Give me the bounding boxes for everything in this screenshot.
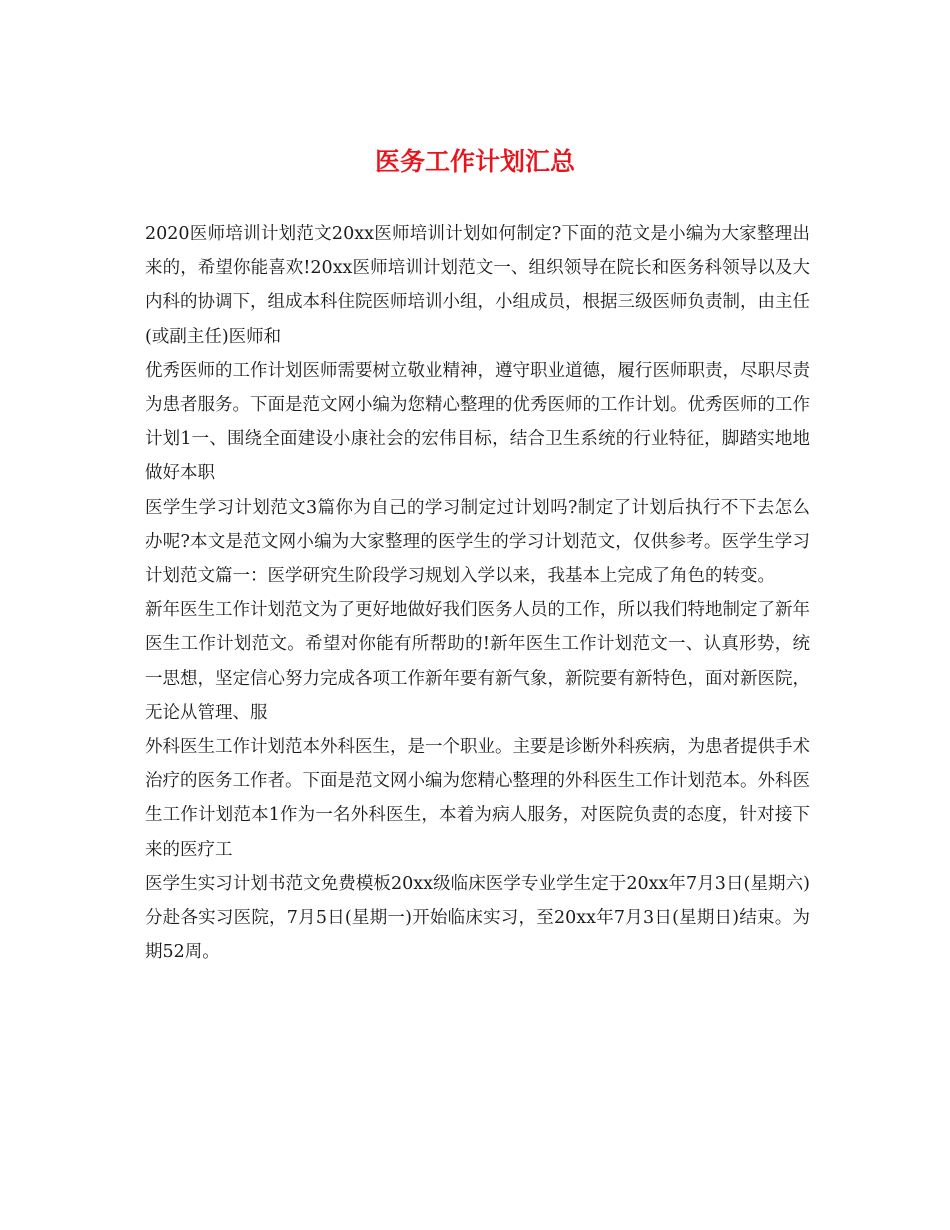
document-body [145, 217, 810, 969]
paragraph-medical-student-study-plan: 医学生学习计划范文3篇你为自己的学习制定过计划吗?制定了计划后执行不下去怎么办呢?本文是范文网小编为大家整理的医学生的学习计划范文，仅供参考。医学生学习计划范文篇一：医学研究生阶段学习规划入学以来，我基本上完成了角色的转变。 [145, 497, 810, 587]
paragraph-internship-plan: 医学生实习计划书范文免费模板20xx级临床医学专业学生定于20xx年7月3日(星期六)分赴各实习医院，7月5日(星期一)开始临床实习，至20xx年7月3日(星期日)结束。为期52周。 [145, 873, 810, 963]
paragraph-new-year-doctor-plan: 新年医生工作计划范文为了更好地做好我们医务人员的工作，所以我们特地制定了新年医生工作计划范文。希望对你能有所帮助的!新年医生工作计划范文一、认真形势，统一思想，坚定信心努力完成各项工作新年要有新气象，新院要有新特色，面对新医院，无论从管理、服 [145, 600, 810, 723]
document-title: 医务工作计划汇总 [374, 147, 575, 176]
paragraph-doctor-training-plan: 2020医师培训计划范文20xx医师培训计划如何制定?下面的范文是小编为大家整理出来的，希望你能喜欢!20xx医师培训计划范文一、组织领导在院长和医务科领导以及大内科的协调下，组成本科住院医师培训小组，小组成员，根据三级医师负责制，由主任(或副主任)医师和 [145, 224, 810, 347]
paragraph-surgeon-plan: 外科医生工作计划范本外科医生，是一个职业。主要是诊断外科疾病，为患者提供手术治疗的医务工作者。下面是范文网小编为您精心整理的外科医生工作计划范本。外科医生工作计划范本1作为一名外科医生，本着为病人服务，对医院负责的态度，针对接下来的医疗工 [145, 737, 810, 860]
paragraph-excellent-doctor-plan: 优秀医师的工作计划医师需要树立敬业精神，遵守职业道德，履行医师职责，尽职尽责为患者服务。下面是范文网小编为您精心整理的优秀医师的工作计划。优秀医师的工作计划1一、围绕全面建设小康社会的宏伟目标，结合卫生系统的行业特征，脚踏实地地做好本职 [145, 360, 810, 484]
